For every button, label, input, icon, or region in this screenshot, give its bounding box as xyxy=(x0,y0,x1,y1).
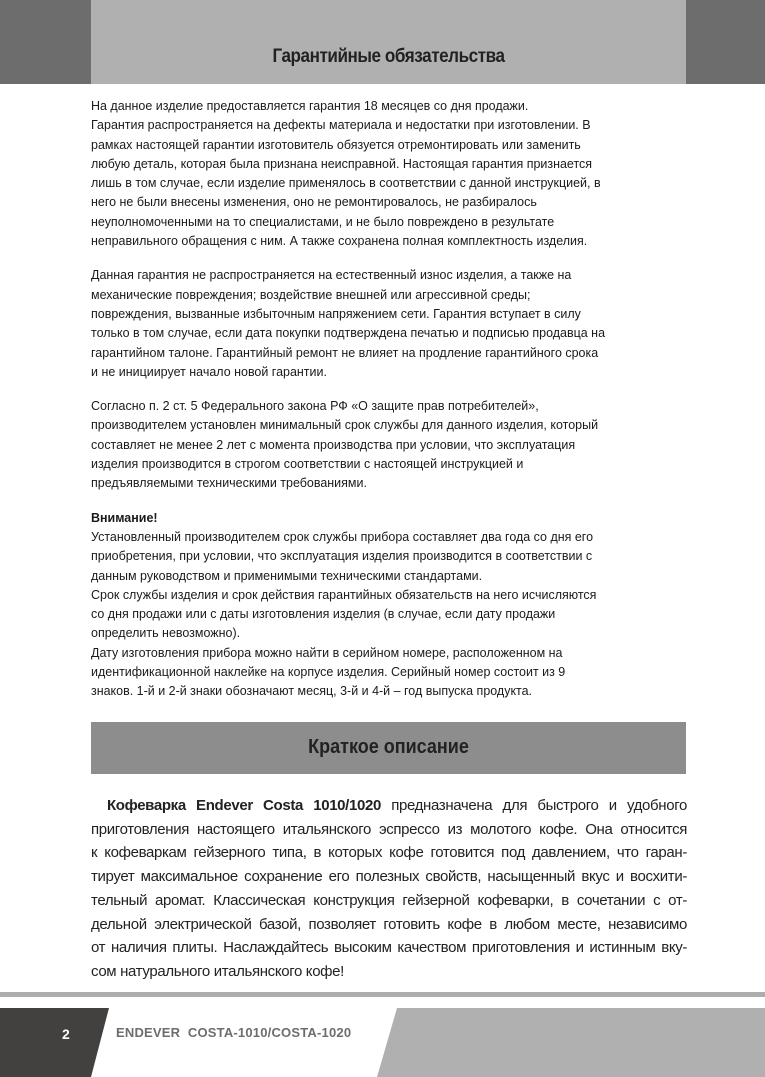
text-line: лишь в том случае, если изделие применялось в соответствии с данной инструкцией, в xyxy=(91,175,601,191)
warranty-body xyxy=(91,96,691,701)
warranty-paragraph-3 xyxy=(91,396,691,492)
text-line: данным руководством и применимыми техническими стандартами. xyxy=(91,567,483,583)
text-line: Гарантия распространяется на дефекты материала и недостатки при изготовлении. В xyxy=(91,117,591,133)
text-line: Установленный производителем срок службы прибора составляет два года со дня его xyxy=(91,528,594,544)
warranty-paragraph-1 xyxy=(91,96,691,250)
text-line: любую деталь, которая была признана неисправной. Настоящая гарантия признается xyxy=(91,155,593,171)
text-line xyxy=(91,794,687,818)
text-line: производителем установлен минимальный срок службы для данного изделия, который xyxy=(91,417,599,433)
footer-shapes xyxy=(0,1008,765,1077)
text-line: составляет не менее 2 лет с момента производства при условии, что эксплуатация xyxy=(91,436,576,452)
text-line: Данная гарантия не распространяется на естественный износ изделия, а также на xyxy=(91,267,572,283)
page-footer xyxy=(0,1008,765,1077)
text-line: рамках настоящей гарантии изготовитель обязуется отремонтировать или заменить xyxy=(91,136,581,152)
description-body xyxy=(91,794,687,984)
footer-dark-block xyxy=(0,1008,109,1077)
text-line: тирует максимальное сохранение его полезных свойств, насыщенный вкус и восхити- xyxy=(91,868,687,886)
page-number: 2 xyxy=(62,1026,70,1042)
section-header-warranty xyxy=(0,0,765,84)
text-line: дельной электрической базой, позволяет готовить кофе в любом месте, независимо xyxy=(91,915,687,933)
text-line: Дату изготовления прибора можно найти в серийном номере, расположенном на xyxy=(91,644,563,660)
text-line: предъявляемыми техническими требованиями. xyxy=(91,475,367,491)
text-line: неуполномоченными на то специалистами, и не было повреждено в результате xyxy=(91,213,555,229)
text-line: определить невозможно). xyxy=(91,625,241,641)
text-line: идентификационной наклейке на корпусе изделия. Серийный номер состоит из 9 xyxy=(91,664,566,680)
text-line: от наличия плиты. Наслаждайтесь высоким качеством приготовления и истинным вку- xyxy=(91,939,687,957)
footer-brand-model: ENDEVER COSTA-1010/COSTA-1020 xyxy=(116,1025,352,1040)
text-line: Срок службы изделия и срок действия гарантийных обязательств на него исчисляются xyxy=(91,586,597,602)
text-line: неправильного обращения с ним. А также сохранена полная комплектность изделия. xyxy=(91,233,588,249)
text-line: приготовления настоящего итальянского эспрессо из молотого кофе. Она относится xyxy=(91,820,687,838)
text-line: и не инициирует начало новой гарантии. xyxy=(91,363,327,379)
attention-block xyxy=(91,508,691,701)
text-line: него не были внесены изменения, оно не ремонтировалось, не разбиралось xyxy=(91,194,537,210)
text-line: тельный аромат. Классическая конструкция гейзерной кофеварки, в сочетании с от- xyxy=(91,891,687,909)
attention-heading: Внимание! xyxy=(91,509,158,525)
text-line: повреждения, вызванные избыточным напряжением сети. Гарантия вступает в силу xyxy=(91,305,581,321)
text-line: знаков. 1-й и 2-й знаки обозначают месяц, 3-й и 4-й – год выпуска продукта. xyxy=(91,683,533,699)
text-span: предназначена для быстрого и удобного xyxy=(380,797,687,814)
product-name: Кофеварка Endever Costa 1010/1020 xyxy=(107,797,381,814)
section-header-description xyxy=(91,722,686,774)
text-line: сом натурального итальянского кофе! xyxy=(91,962,344,980)
text-line: приобретения, при условии, что эксплуатация изделия производится в соответствии с xyxy=(91,548,593,564)
text-line: На данное изделие предоставляется гарантия 18 месяцев со дня продажи. xyxy=(91,98,529,113)
text-line: механические повреждения; воздействие внешней или агрессивной среды; xyxy=(91,286,531,302)
text-line: только в том случае, если дата покупки подтверждена печатью и подписью продавца на xyxy=(91,325,606,341)
warranty-paragraph-2 xyxy=(91,265,691,381)
description-title: Краткое описание xyxy=(308,736,469,758)
footer-divider xyxy=(0,992,765,997)
text-line: со дня продажи или с даты изготовления изделия (в случае, если дату продажи xyxy=(91,606,556,622)
text-line: Согласно п. 2 ст. 5 Федерального закона РФ «О защите прав потребителей», xyxy=(91,398,539,414)
text-line: гарантийном талоне. Гарантийный ремонт не влияет на продление гарантийного срока xyxy=(91,344,599,360)
footer-gray-block xyxy=(377,1008,765,1077)
text-line: изделия производится в строгом соответствии с настоящей инструкцией и xyxy=(91,456,524,472)
text-line: к кофеваркам гейзерного типа, в которых кофе готовится под давлением, что гаран- xyxy=(91,844,687,862)
warranty-title: Гарантийные обязательства xyxy=(272,46,505,67)
